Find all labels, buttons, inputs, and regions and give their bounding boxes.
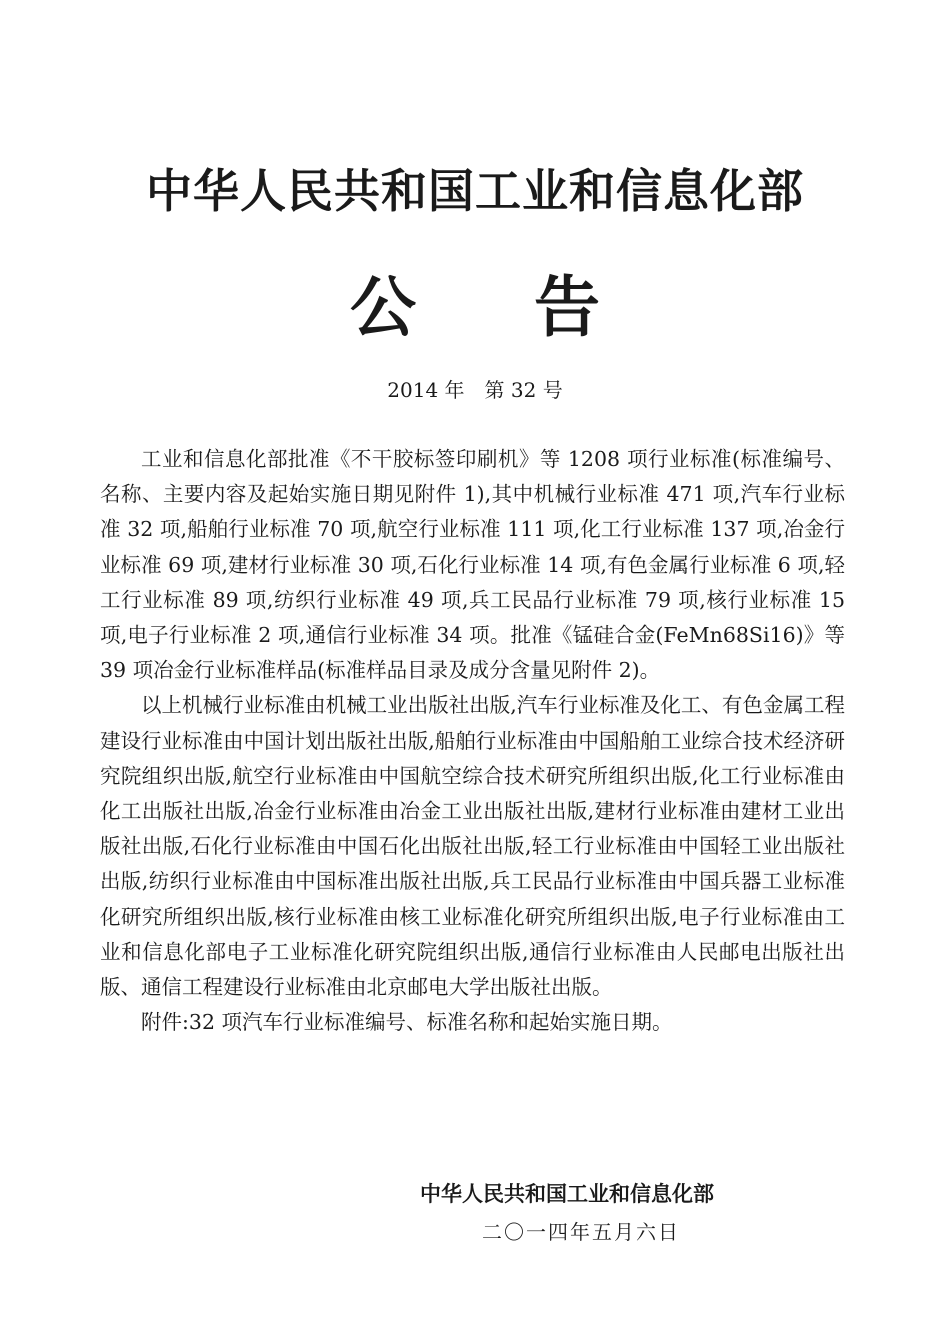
notice-title-char-1: 公 — [350, 269, 416, 346]
notice-title — [0, 269, 950, 346]
org-title: 中华人民共和国工业和信息化部 — [146, 164, 804, 218]
paragraph-approval: 工业和信息化部批准《不干胶标签印刷机》等 1208 项行业标准(标准编号、名称、主要内容及起始实施日期见附件 1),其中机械行业标准 471 项,汽车行业标准 32 项,船舶行业标准 70 项,航空行业标准 111 项,化工行业标准 137 项,冶金行业标准 69 项,建材行业标准 30 项,石化行业标准 14 项,有色金属行业标准 6 项,轻工行业标准 89 项,纺织行业标准 49 项,兵工民品行业标准 79 项,核行业标准 15 项,电子行业标准 2 项,通信行业标准 34 项。批准《锰硅合金(FeMn68Si16)》等 39 项冶金行业标准样品(标准样品目录及成分含量见附件 2)。 — [100, 447, 845, 683]
sign-date: 二〇一四年五月六日 — [482, 1220, 680, 1244]
signer-name: 中华人民共和国工业和信息化部 — [420, 1182, 714, 1206]
issue-number: 2014 年 第 32 号 — [387, 378, 563, 402]
body-text — [100, 442, 845, 1040]
paragraph-publishers: 以上机械行业标准由机械工业出版社出版,汽车行业标准及化工、有色金属工程建设行业标准由中国计划出版社出版,船舶行业标准由中国船舶工业综合技术经济研究院组织出版,航空行业标准由中国航空综合技术研究所组织出版,化工行业标准由化工出版社出版,冶金行业标准由冶金工业出版社出版,建材行业标准由建材工业出版社出版,石化行业标准由中国石化出版社出版,轻工行业标准由中国轻工业出版社出版,纺织行业标准由中国标准出版社出版,兵工民品行业标准由中国兵器工业标准化研究所组织出版,核行业标准由核工业标准化研究所组织出版,电子行业标准由工业和信息化部电子工业标准化研究院组织出版,通信行业标准由人民邮电出版社出版、通信工程建设行业标准由北京邮电大学出版社出版。 — [100, 693, 845, 1000]
notice-title-char-2: 告 — [534, 269, 600, 346]
paragraph-attachment: 附件:32 项汽车行业标准编号、标准名称和起始实施日期。 — [141, 1010, 673, 1035]
